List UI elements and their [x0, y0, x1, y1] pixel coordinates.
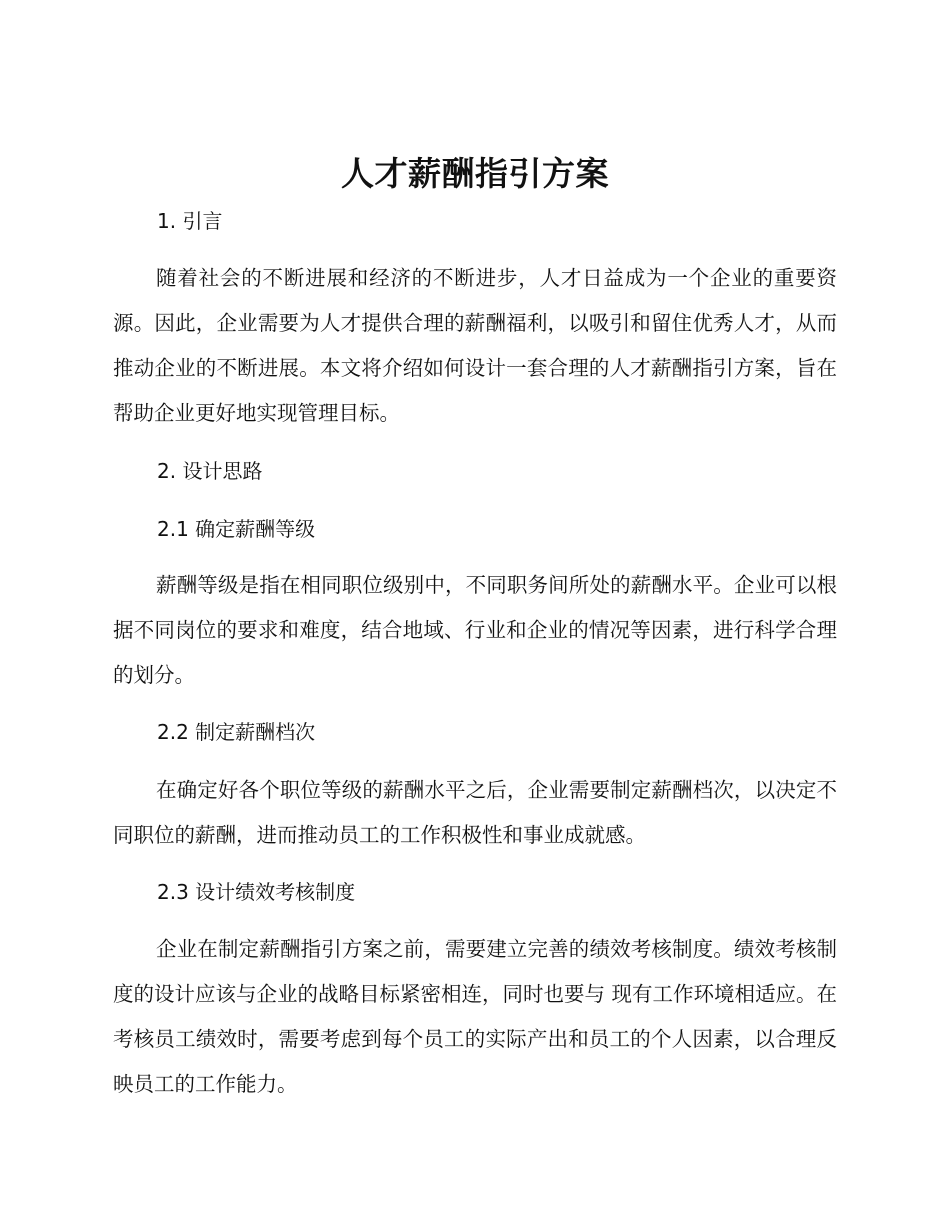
paragraph-2-1: 薪酬等级是指在相同职位级别中，不同职务间所处的薪酬水平。企业可以根据不同岗位的要求和难度，结合地域、行业和企业的情况等因素，进行科学合理的划分。	[113, 573, 837, 687]
paragraph-intro: 随着社会的不断进展和经济的不断进步，人才日益成为一个企业的重要资源。因此，企业需要为人才提供合理的薪酬福利，以吸引和留住优秀人才，从而推动企业的不断进展。本文将介绍如何设计一套合理的人才薪酬指引方案，旨在帮助企业更好地实现管理目标。	[113, 266, 837, 425]
paragraph-2-3: 企业在制定薪酬指引方案之前，需要建立完善的绩效考核制度。绩效考核制度的设计应该与企业的战略目标紧密相连，同时也要与 现有工作环境相适应。在考核员工绩效时，需要考虑到每个员工的实际产出和员工的个人因素，以合理反映员工的工作能力。	[113, 937, 838, 1096]
subsection-heading-2-1: 2.1 确定薪酬等级	[157, 517, 316, 541]
section-heading-intro: 1. 引言	[157, 209, 223, 233]
section-heading-design: 2. 设计思路	[157, 459, 263, 483]
paragraph-2-2: 在确定好各个职位等级的薪酬水平之后，企业需要制定薪酬档次，以决定不同职位的薪酬，进而推动员工的工作积极性和事业成就感。	[113, 778, 837, 847]
subsection-heading-2-3: 2.3 设计绩效考核制度	[157, 880, 356, 904]
document-title: 人才薪酬指引方案	[341, 154, 609, 193]
subsection-heading-2-2: 2.2 制定薪酬档次	[157, 720, 316, 744]
